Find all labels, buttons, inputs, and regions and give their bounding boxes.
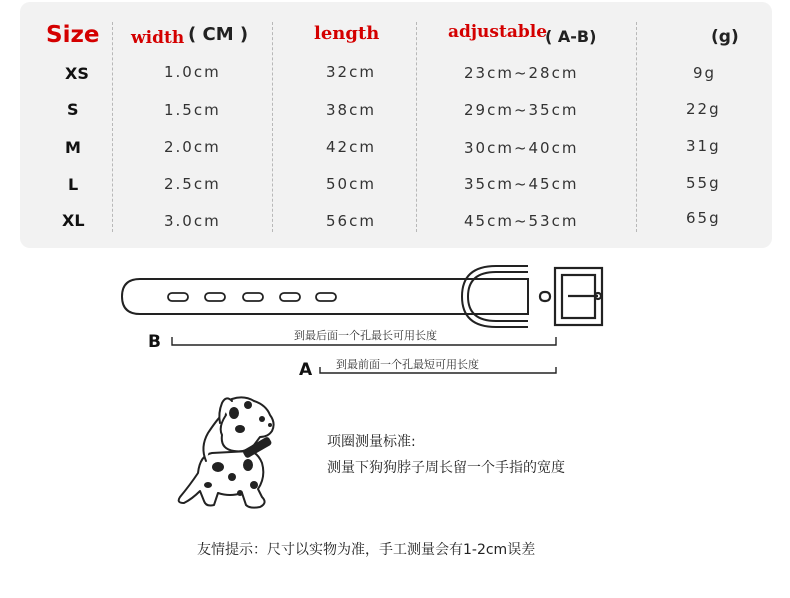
weight-cell: 55g — [686, 174, 721, 192]
adjustable-cell: 30cm~40cm — [464, 139, 579, 157]
collar-holes — [168, 293, 336, 301]
header-adjustable-unit: ( A-B) — [545, 27, 597, 46]
size-cell: M — [65, 138, 81, 157]
measure-title: 项圈测量标准: — [327, 434, 416, 450]
measure-description: 测量下狗狗脖子周长留一个手指的宽度 — [327, 460, 565, 476]
header-width-unit: ( CM ) — [188, 24, 249, 45]
width-cell: 3.0cm — [164, 212, 221, 230]
label-a: A — [299, 360, 313, 380]
note-a: 到最前面一个孔最短可用长度 — [332, 356, 483, 372]
header-width: width — [131, 28, 185, 48]
length-cell: 38cm — [326, 101, 376, 119]
header-weight: (g) — [711, 27, 739, 47]
weight-cell: 9g — [693, 64, 717, 82]
length-cell: 50cm — [326, 175, 376, 193]
length-cell: 32cm — [326, 63, 376, 81]
buckle — [540, 268, 602, 325]
adjustable-cell: 35cm~45cm — [464, 175, 579, 193]
d-ring — [462, 266, 528, 327]
label-b: B — [148, 332, 161, 352]
size-cell: S — [67, 100, 79, 119]
header-size: Size — [46, 22, 100, 48]
header-adjustable: adjustable — [448, 22, 548, 42]
adjustable-cell: 23cm~28cm — [464, 64, 579, 82]
header-length: length — [314, 23, 380, 44]
adjustable-cell: 45cm~53cm — [464, 212, 579, 230]
adjustable-cell: 29cm~35cm — [464, 101, 579, 119]
weight-cell: 31g — [686, 137, 721, 155]
size-cell: L — [68, 175, 79, 194]
note-b: 到最后面一个孔最长可用长度 — [290, 327, 441, 343]
dalmatian-dog-icon — [170, 393, 300, 523]
length-cell: 42cm — [326, 138, 376, 156]
weight-cell: 22g — [686, 100, 721, 118]
width-cell: 1.0cm — [164, 63, 221, 81]
width-cell: 2.0cm — [164, 138, 221, 156]
width-cell: 1.5cm — [164, 101, 221, 119]
weight-cell: 65g — [686, 209, 721, 227]
size-cell: XL — [62, 211, 85, 230]
width-cell: 2.5cm — [164, 175, 221, 193]
length-cell: 56cm — [326, 212, 376, 230]
tip-text: 友情提示：尺寸以实物为准，手工测量会有1-2cm误差 — [197, 542, 536, 558]
size-cell: XS — [65, 64, 89, 83]
